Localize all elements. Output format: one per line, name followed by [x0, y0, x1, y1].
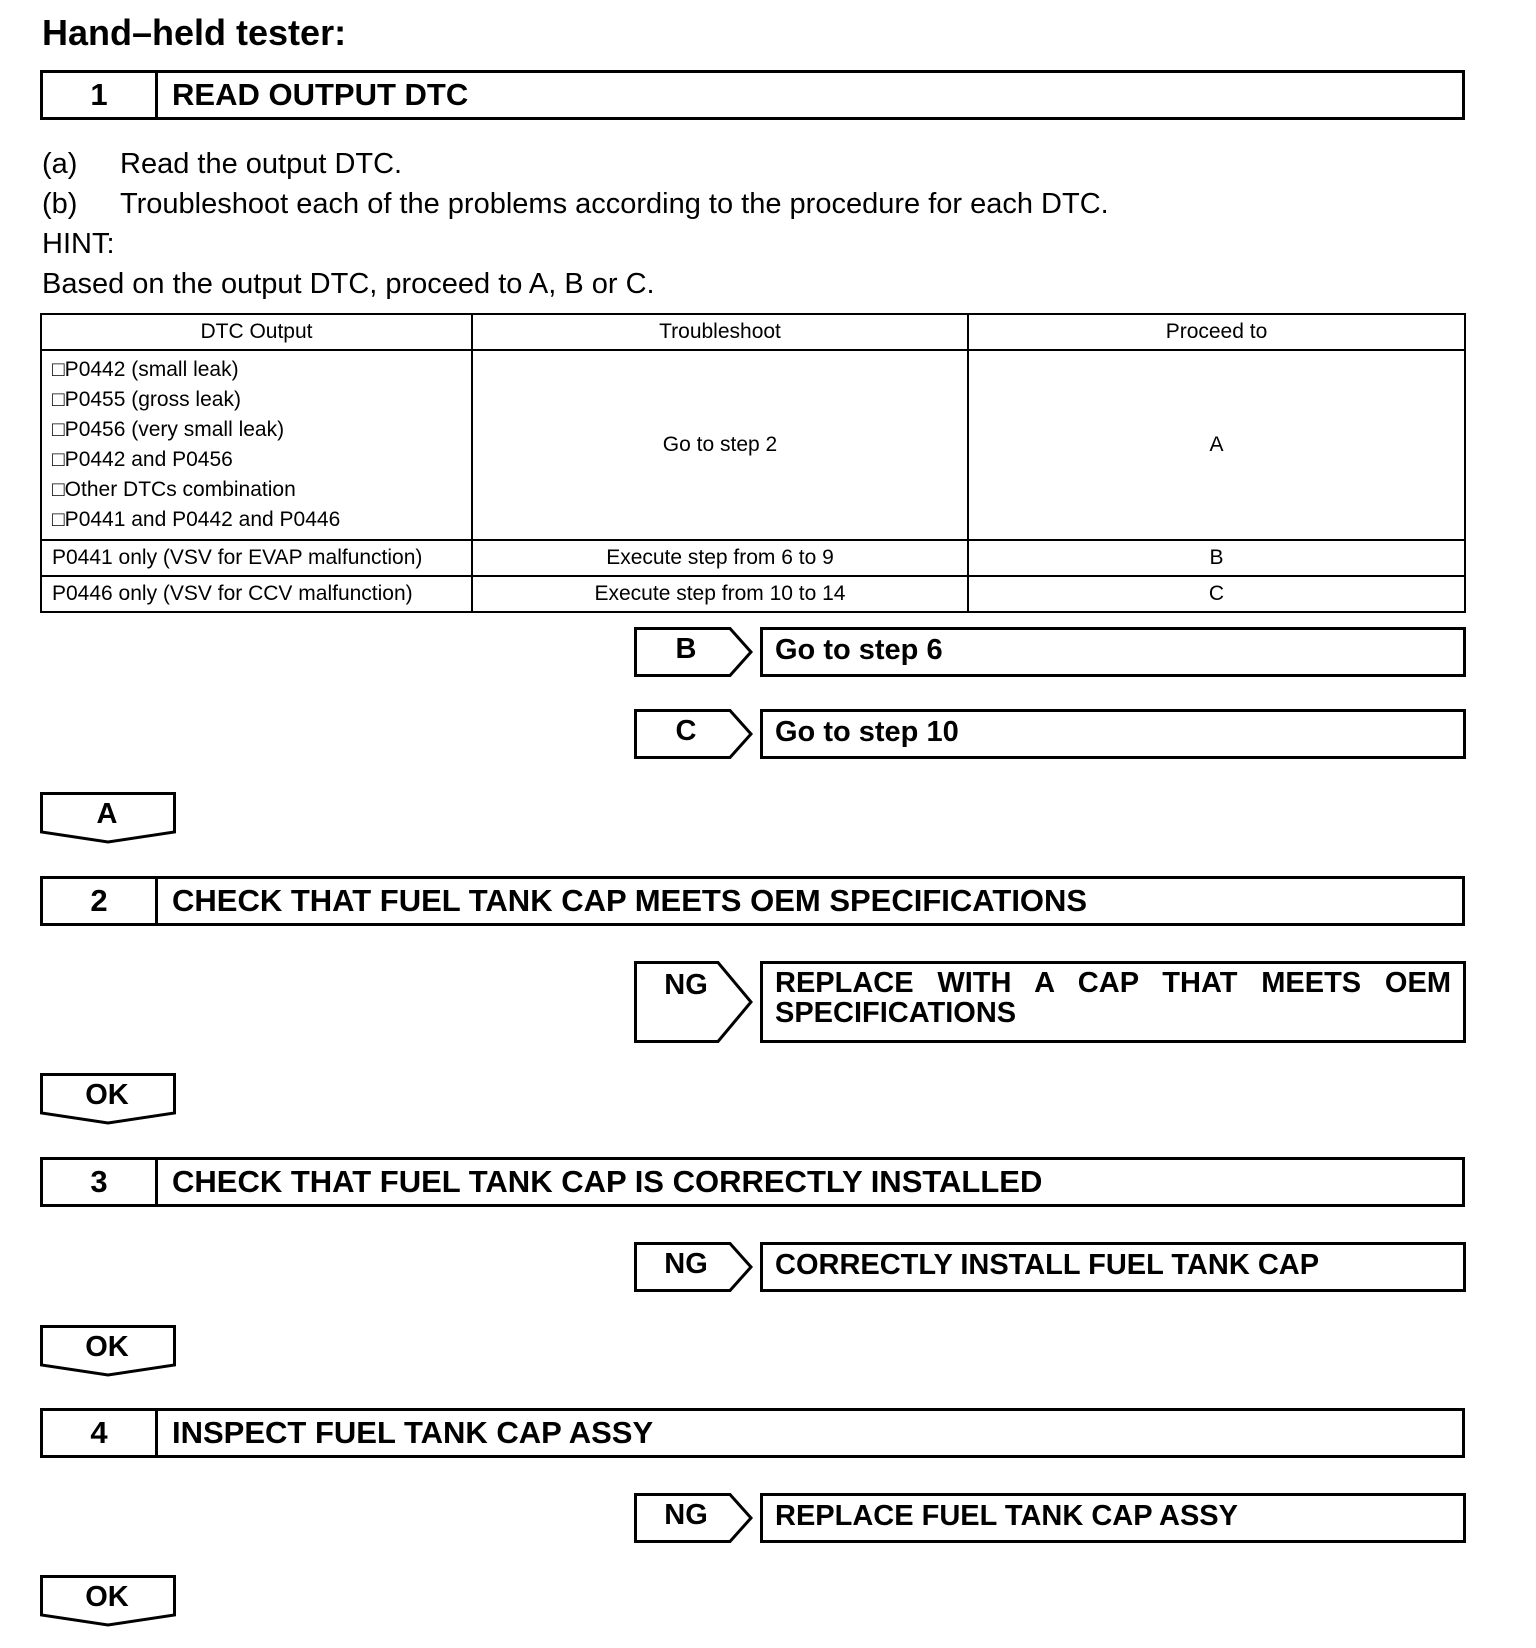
continue-label: OK: [85, 1581, 129, 1613]
instruction-b: [42, 188, 1109, 221]
continue-label: OK: [85, 1079, 129, 1111]
proceed-cell: A: [968, 350, 1465, 540]
dtc-item: □P0456 (very small leak): [52, 418, 285, 441]
branch-ng-result: REPLACE FUEL TANK CAP ASSY: [760, 1493, 1466, 1543]
branch-ng-arrow: [634, 961, 754, 1043]
step-label: CHECK THAT FUEL TANK CAP IS CORRECTLY INSTALLED: [172, 1164, 1043, 1199]
column-header: Troubleshoot: [472, 314, 968, 350]
dtc-item: □P0442 (small leak): [52, 358, 239, 381]
dtc-output-cell: [41, 350, 472, 540]
branch-ng-arrow: [634, 1493, 754, 1543]
page-title: Hand–held tester:: [42, 12, 347, 53]
instruction-tag: (a): [42, 148, 78, 180]
continue-ok-tag: [40, 1575, 176, 1627]
step-number: 1: [43, 73, 158, 117]
branch-ng-arrow: [634, 1242, 754, 1292]
hint-label: HINT:: [42, 228, 115, 260]
table-row: [41, 350, 1465, 540]
branch-tag: NG: [664, 969, 708, 1001]
step-1-header: [40, 70, 1465, 120]
continue-ok-tag: [40, 1325, 176, 1377]
step-label: INSPECT FUEL TANK CAP ASSY: [172, 1415, 654, 1450]
dtc-item: □P0455 (gross leak): [52, 388, 241, 411]
troubleshoot-cell: Execute step from 6 to 9: [472, 540, 968, 576]
dtc-output-cell: P0446 only (VSV for CCV malfunction): [41, 576, 472, 612]
dtc-table: [40, 313, 1466, 613]
branch-ng-result: REPLACE WITH A CAP THAT MEETS OEM SPECIFICATIONS: [760, 961, 1466, 1043]
continue-ok-tag: [40, 1073, 176, 1125]
step-4-header: [40, 1408, 1465, 1458]
continue-a-tag: [40, 792, 176, 844]
instruction-a: [42, 148, 402, 181]
table-row: [41, 576, 1465, 612]
branch-tag: B: [675, 633, 697, 665]
column-header: Proceed to: [968, 314, 1465, 350]
proceed-cell: C: [968, 576, 1465, 612]
branch-tag: NG: [664, 1248, 708, 1280]
step-number: 4: [43, 1411, 158, 1455]
column-header: DTC Output: [41, 314, 472, 350]
branch-tag: C: [675, 715, 697, 747]
instruction-text: Troubleshoot each of the problems according to the procedure for each DTC.: [120, 188, 1109, 220]
troubleshoot-cell: Execute step from 10 to 14: [472, 576, 968, 612]
instruction-tag: (b): [42, 188, 78, 220]
branch-b-arrow: [634, 627, 754, 677]
step-number: 2: [43, 879, 158, 923]
branch-tag: NG: [664, 1499, 708, 1531]
branch-c-arrow: [634, 709, 754, 759]
branch-b-result: Go to step 6: [760, 627, 1466, 677]
hint-text: Based on the output DTC, proceed to A, B or C.: [42, 268, 655, 300]
step-2-header: [40, 876, 1465, 926]
continue-label: OK: [85, 1331, 129, 1363]
step-label: CHECK THAT FUEL TANK CAP MEETS OEM SPECIFICATIONS: [172, 883, 1088, 918]
troubleshoot-cell: Go to step 2: [472, 350, 968, 540]
dtc-item: □P0442 and P0456: [52, 448, 233, 471]
table-row: [41, 540, 1465, 576]
dtc-item: □P0441 and P0442 and P0446: [52, 508, 341, 531]
branch-ng-result: CORRECTLY INSTALL FUEL TANK CAP: [760, 1242, 1466, 1292]
step-number: 3: [43, 1160, 158, 1204]
step-3-header: [40, 1157, 1465, 1207]
table-header-row: [41, 314, 1465, 350]
proceed-cell: B: [968, 540, 1465, 576]
step-label: READ OUTPUT DTC: [172, 77, 469, 112]
instruction-text: Read the output DTC.: [120, 148, 403, 180]
branch-c-result: Go to step 10: [760, 709, 1466, 759]
continue-label: A: [96, 798, 118, 830]
dtc-item: □Other DTCs combination: [52, 478, 296, 501]
dtc-output-cell: P0441 only (VSV for EVAP malfunction): [41, 540, 472, 576]
